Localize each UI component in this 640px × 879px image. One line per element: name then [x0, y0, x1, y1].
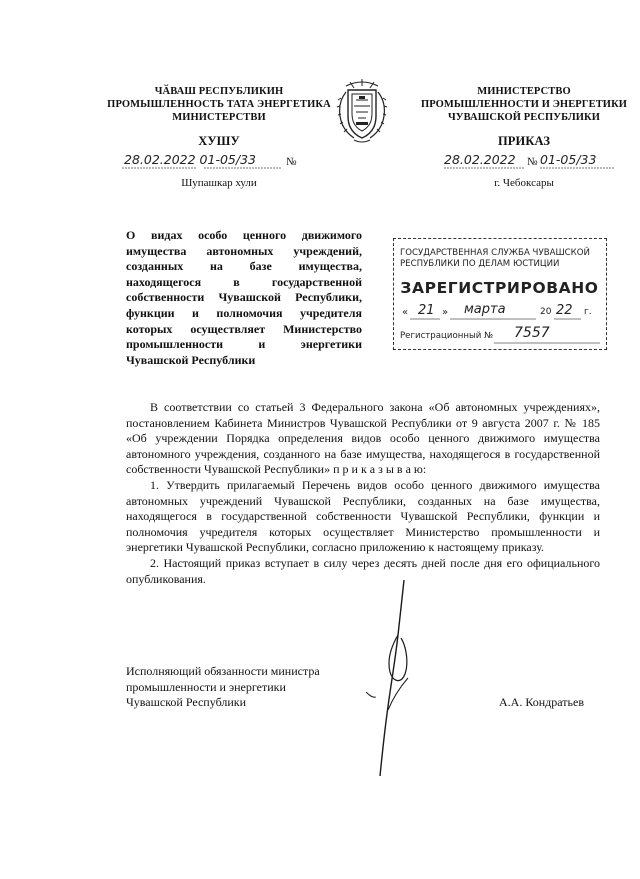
- right-header-line: ЧУВАШСКОЙ РЕСПУБЛИКИ: [447, 112, 601, 123]
- registration-stamp: [393, 238, 607, 350]
- right-doc-type: ПРИКАЗ: [497, 134, 551, 148]
- stamp-close-quote: »: [442, 307, 449, 318]
- left-header-line: МИНИСТЕРСТВИ: [172, 112, 266, 123]
- signature-position: [126, 664, 320, 711]
- signature-position-line: промышленности и энергетики: [126, 679, 286, 694]
- stamp-reg-number: 7557: [514, 325, 550, 341]
- left-place: Шупашкар хули: [181, 177, 257, 189]
- stamp-reg-label: Регистрационный №: [400, 331, 493, 341]
- right-header-line: ПРОМЫШЛЕННОСТИ И ЭНЕРГЕТИКИ: [420, 99, 628, 110]
- right-header-line: МИНИСТЕРСТВО: [477, 86, 571, 97]
- stamp-line-2: РЕСПУБЛИКИ ПО ДЕЛАМ ЮСТИЦИИ: [400, 259, 560, 269]
- right-header: [414, 85, 634, 124]
- signer-name: А.А. Кондратьев: [499, 695, 584, 709]
- left-date-underline: [122, 167, 287, 170]
- stamp-year-unit: г.: [584, 307, 592, 317]
- stamp-date-lines: [394, 318, 606, 321]
- left-date-number: 28.02.2022 01-05/33: [124, 152, 256, 167]
- left-header-line: ПРОМЫШЛЕННОСТЬ ТАТА ЭНЕРГЕТИКА: [107, 99, 331, 110]
- right-date: 28.02.2022: [444, 152, 516, 167]
- left-doc-type: ХУШУ: [198, 134, 240, 148]
- body-intro: В соответствии со статьей 3 Федерального закона «Об автономных учреждениях», постановлением Кабинета Министров Чувашской Республики от 9 августа 2007 г. № 185 «Об учреждении Порядка определения видов особо ценного движимого имущества автономного учреждения, созданного на базе имущества, находящегося в государственной собственности Чувашской Республики» п р и к а з ы в а ю:: [126, 400, 600, 477]
- body-item-2: 2. Настоящий приказ вступает в силу через десять дней после дня его официального опубликования.: [126, 555, 600, 586]
- right-number-sign: №: [527, 156, 538, 168]
- signature-position-line: Исполняющий обязанности министра: [126, 664, 320, 678]
- stamp-year-suffix: 22: [556, 303, 573, 318]
- coat-of-arms: [332, 76, 392, 146]
- right-number: 01-05/33: [540, 152, 597, 167]
- stamp-line-1: ГОСУДАРСТВЕННАЯ СЛУЖБА ЧУВАШСКОЙ: [400, 248, 590, 258]
- document-title: О видах особо ценного движимого имущества автономных учреждений, созданных на базе имущества, находящегося в государственной собственности Чувашской Республики, функции и полномочия учредителя которых осуществляет Министерство промышленности и энергетики Чувашской Республики: [126, 228, 362, 367]
- left-number-sign: №: [286, 156, 297, 168]
- chuvash-coat-of-arms-icon: [332, 76, 392, 146]
- signature-position-line: Чувашской Республики: [126, 695, 247, 710]
- stamp-month: марта: [464, 302, 506, 317]
- stamp-registered: ЗАРЕГИСТРИРОВАНО: [400, 279, 599, 297]
- right-place: г. Чебоксары: [494, 177, 554, 189]
- stamp-open-quote: «: [402, 307, 409, 318]
- stamp-reg-line: [494, 342, 604, 345]
- stamp-year-prefix: 20: [540, 307, 552, 317]
- right-date-underline: [444, 167, 620, 170]
- stamp-day: 21: [418, 303, 435, 318]
- handwritten-signature-icon: [360, 580, 440, 780]
- left-header: [94, 85, 344, 124]
- body-item-1: 1. Утвердить прилагаемый Перечень видов особо ценного движимого имущества автономных учреждений Чувашской Республики, созданных на базе имущества, находящегося в государственной собственности Чувашской Республики, функции и полномочия учредителя которых осуществляет Министерство промышленности и энергетики Чувашской Республики, согласно приложению к настоящему приказу.: [126, 477, 600, 555]
- left-header-line: ЧӐВАШ РЕСПУБЛИКИН: [154, 86, 284, 97]
- document-body: [126, 400, 600, 587]
